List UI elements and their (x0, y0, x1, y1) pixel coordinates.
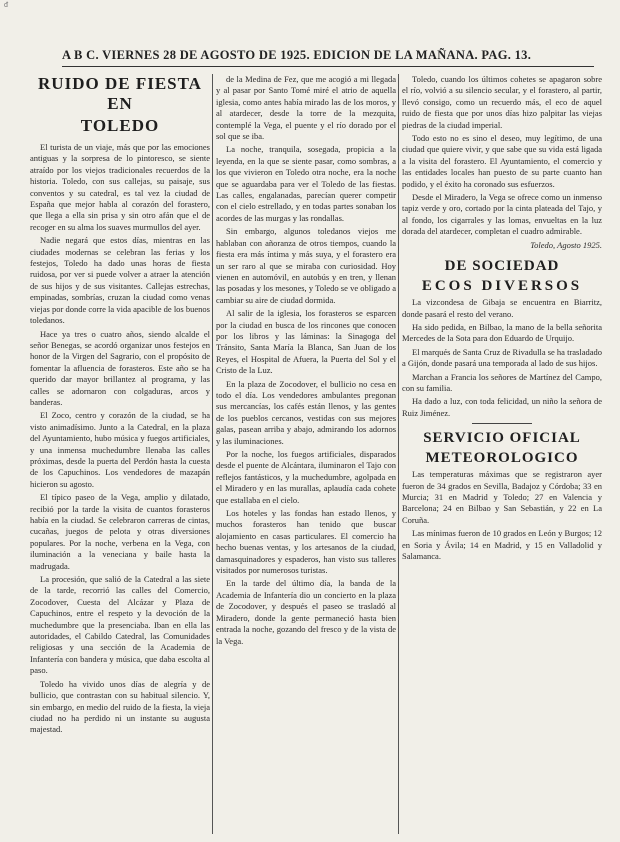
page-header: A B C. VIERNES 28 DE AGOSTO DE 1925. EDICION DE LA MAÑANA. PAG. 13. (62, 48, 532, 62)
page-corner-mark: ᵭ (4, 2, 8, 9)
article-paragraph: En la plaza de Zocodover, el bullicio no cesa en todo el día. Los vendedores ambulantes pregonan sus mercancías, los cafés están llenos, y las gentes de los pueblos cercanos, vestidas con sus mejores galas, pasean arriba y abajo, admirando los adornos y las iluminaciones. (216, 378, 396, 446)
column-divider-1 (212, 74, 213, 834)
article-body-end (402, 74, 602, 238)
meteo-paragraph: Las mínimas fueron de 10 grados en León y Burgos; 12 en Soria y Ávila; 14 en Madrid, y 15 en Valladolid y Salamanca. (402, 528, 602, 561)
article-paragraph: Hace ya tres o cuatro años, siendo alcalde el señor Benegas, se acordó organizar unos festejos en honor de la Virgen del Sagrario, con el propósito de fomentar la afluencia de forasteros. Este año se ha querido dar mayor brillantez al programa, y las calles se adornaron con colgaduras, arcos y banderas. (30, 328, 210, 407)
article-paragraph: de la Medina de Fez, que me acogió a mi llegada y al pasar por Santo Tomé miré el atrio de aquella iglesia, como antes había mirado las de los moros, y al atardecer, desde la torre de la mezquita, contemplé la Vega, el puente y el río dorado por el sol que se iba. (216, 74, 396, 142)
society-paragraph: Ha dado a luz, con toda felicidad, un niño la señora de Ruiz Jiménez. (402, 396, 602, 418)
article-body (30, 142, 210, 736)
society-paragraph: Ha sido pedida, en Bilbao, la mano de la bella señorita Mercedes de la Sota para don Eduardo de Urquijo. (402, 321, 602, 344)
article-paragraph: Desde el Miradero, la Vega se ofrece como un inmenso tapiz verde y oro, cortado por la cinta plateada del Tajo, y al fondo, los cigarrales y las lomas, envueltas en la luz dorada del atardecer, completan el cuadro admirable. (402, 192, 602, 237)
article-signature: Toledo, Agosto 1925. (530, 239, 602, 250)
section-title-society: DE SOCIEDAD (444, 258, 560, 275)
column-divider-2 (398, 74, 399, 834)
section-title-echoes: ECOS DIVERSOS (421, 278, 583, 295)
article-paragraph: En la tarde del último día, la banda de la Academia de Infantería dio un concierto en la plaza de Zocodover, y después el paseo se trasladó al Miradero, donde la gente permaneció hasta bien entrada la noche, gozando del fresco y de la vista de la Vega. (216, 578, 396, 646)
header-rule (62, 66, 594, 67)
column-1 (30, 74, 210, 834)
article-paragraph: Todo esto no es sino el deseo, muy legítimo, de una ciudad que quiere vivir, y que sabe que su vida está ligada a la visita del forastero. El Ayuntamiento, el comercio y las entidades locales han puesto de su parte cuanto han podido, y el éxito ha coronado sus esfuerzos. (402, 133, 602, 189)
society-paragraph: El marqués de Santa Cruz de Rivadulla se ha trasladado a Gijón, donde pasará una temporada al lado de sus hijos. (402, 346, 602, 369)
article-paragraph: El típico paseo de la Vega, amplio y dilatado, recibió por la tarde la visita de cuantos forasteros había en la ciudad. Se celebraron carreras de cintas, cucañas, juegos de pelota y otras diversiones populares. Por la noche, verbena en la Vega, con iluminación a la veneciana y baile hasta la madrugada. (30, 492, 210, 571)
section-divider (472, 423, 532, 424)
meteo-paragraph: Las temperaturas máximas que se registraron ayer fueron de 34 grados en Sevilla, Badajoz y Córdoba; 33 en Murcia; 31 en Madrid y Toledo; 27 en Valencia y Barcelona; 24 en Bilbao y San Sebastián, y 22 en La Coruña. (402, 469, 602, 525)
article-paragraph: El Zoco, centro y corazón de la ciudad, se ha visto animadísimo. Junto a la Catedral, en la plaza del Ayuntamiento, hubo música y fuegos artificiales, y una inmensa muchedumbre llenaba las calles próximas, desde la puerta del Perdón hasta la cuesta de los Capuchinos. Los vendedores de mazapán hicieron su agosto. (30, 410, 210, 489)
society-notes (402, 297, 602, 419)
article-body-continued (216, 74, 396, 647)
article-paragraph: Toledo, cuando los últimos cohetes se apagaron sobre el río, volvió a su silencio secular, y el forastero, al partir, llevó consigo, como un recuerdo más, el eco de aquel ruido de fiesta que por unos días hizo palpitar las viejas piedras de la ciudad imperial. (402, 74, 602, 130)
article-paragraph: Sin embargo, algunos toledanos viejos me hablaban con añoranza de otros tiempos, cuando la fiesta era más íntima y más suya, y el forastero era un ser raro al que se miraba con curiosidad. Hoy vienen en automóvil, en autobús y en tren, y llenan las posadas y los mesones, y Toledo se ve obligado a cambiar su aire de ciudad dormida. (216, 226, 396, 305)
section-title-meteo: METEOROLOGICO (425, 450, 579, 467)
article-paragraph: La procesión, que salió de la Catedral a las siete de la tarde, recorrió las calles del Comercio, Zocodover, Cuesta del Alcázar y Plaza de Capuchinos, entre el respeto y la devoción de la muchedumbre que la presenciaba. Iban en ella las autoridades, el Cabildo Catedral, las Comunidades religiosas y una sección de la Academia de Infantería con bandera y música, que daba escolta al paso. (30, 574, 210, 676)
article-paragraph: Al salir de la iglesia, los forasteros se esparcen por la ciudad en busca de los rincones que conocen por los libros y las láminas: la Sinagoga del Tránsito, Santa María la Blanca, San Juan de los Reyes, el Hospital de Afuera, la Puerta del Sol y el Cristo de la Luz. (216, 308, 396, 376)
article-title-line-1: RUIDO DE FIESTA EN (38, 74, 202, 113)
article-paragraph: Toledo ha vivido unos días de alegría y de bullicio, que contrastan con su habitual silencio. Y, sin embargo, en medio del ruido de la fiesta, la vieja ciudad no ha perdido ni un instante su augusta majestad. (30, 678, 210, 735)
section-title-service: SERVICIO OFICIAL (423, 430, 581, 447)
article-paragraph: La noche, tranquila, sosegada, propicia a la leyenda, en la que se siente pasar, como sombras, a los que vivieron en Toledo otra noche, era la noche que se aguardaba para ver el Toledo de las fiestas. Las calles, engalanadas, parecían querer competir con el cielo estrellado, y en todas partes sonaban los acordes de las murgas y las rondallas. (216, 144, 396, 223)
meteo-report (402, 469, 602, 562)
society-paragraph: Marchan a Francia los señores de Martínez del Campo, con su familia. (402, 371, 602, 393)
society-paragraph: La vizcondesa de Gibaja se encuentra en Biarritz, donde pasará el resto del verano. (402, 297, 602, 319)
article-paragraph: Los hoteles y las fondas han estado llenos, y muchos forasteros han tenido que buscar alojamiento en casas particulares. El comercio ha hecho buenas ventas, y los artesanos de la ciudad, damasquinadores y espaderos, han visto sus talleres visitados por numerosos turistas. (216, 508, 396, 576)
column-3 (402, 74, 602, 834)
column-2 (216, 74, 396, 834)
article-paragraph: Nadie negará que estos días, mientras en las ciudades modernas se celebran las ferias y los festejos, Toledo ha dado unas horas de fiesta ruidosa, por ver si puede volver a atraer la atención de sus hijos y de sus visitantes. Callejas estrechas, empinadas, sombrías, cruzan la ciudad como venas viejas por donde corre la vida apacible de los buenos toledanos. (30, 235, 210, 326)
article-title-line-2: TOLEDO (80, 116, 160, 135)
article-paragraph: Por la noche, los fuegos artificiales, disparados desde el puente de Alcántara, iluminaron el Tajo con reflejos fantásticos, y la muchedumbre, agolpada en el Miradero y en las murallas, aplaudía cada cohete que estallaba en el cielo. (216, 449, 396, 505)
article-paragraph: El turista de un viaje, más que por las emociones antiguas y la sorpresa de lo pintoresco, se siente atraído por los viejos tradicionales recuerdos de la historia. Toledo, con sus callejas, su paisaje, sus conventos y su catedral, es tal vez la ciudad de España que mejor habla al corazón del forastero, que llega a ella sin prisa y sin otro afán que el de recoger en su alma los suaves murmullos del ayer. (30, 142, 210, 232)
